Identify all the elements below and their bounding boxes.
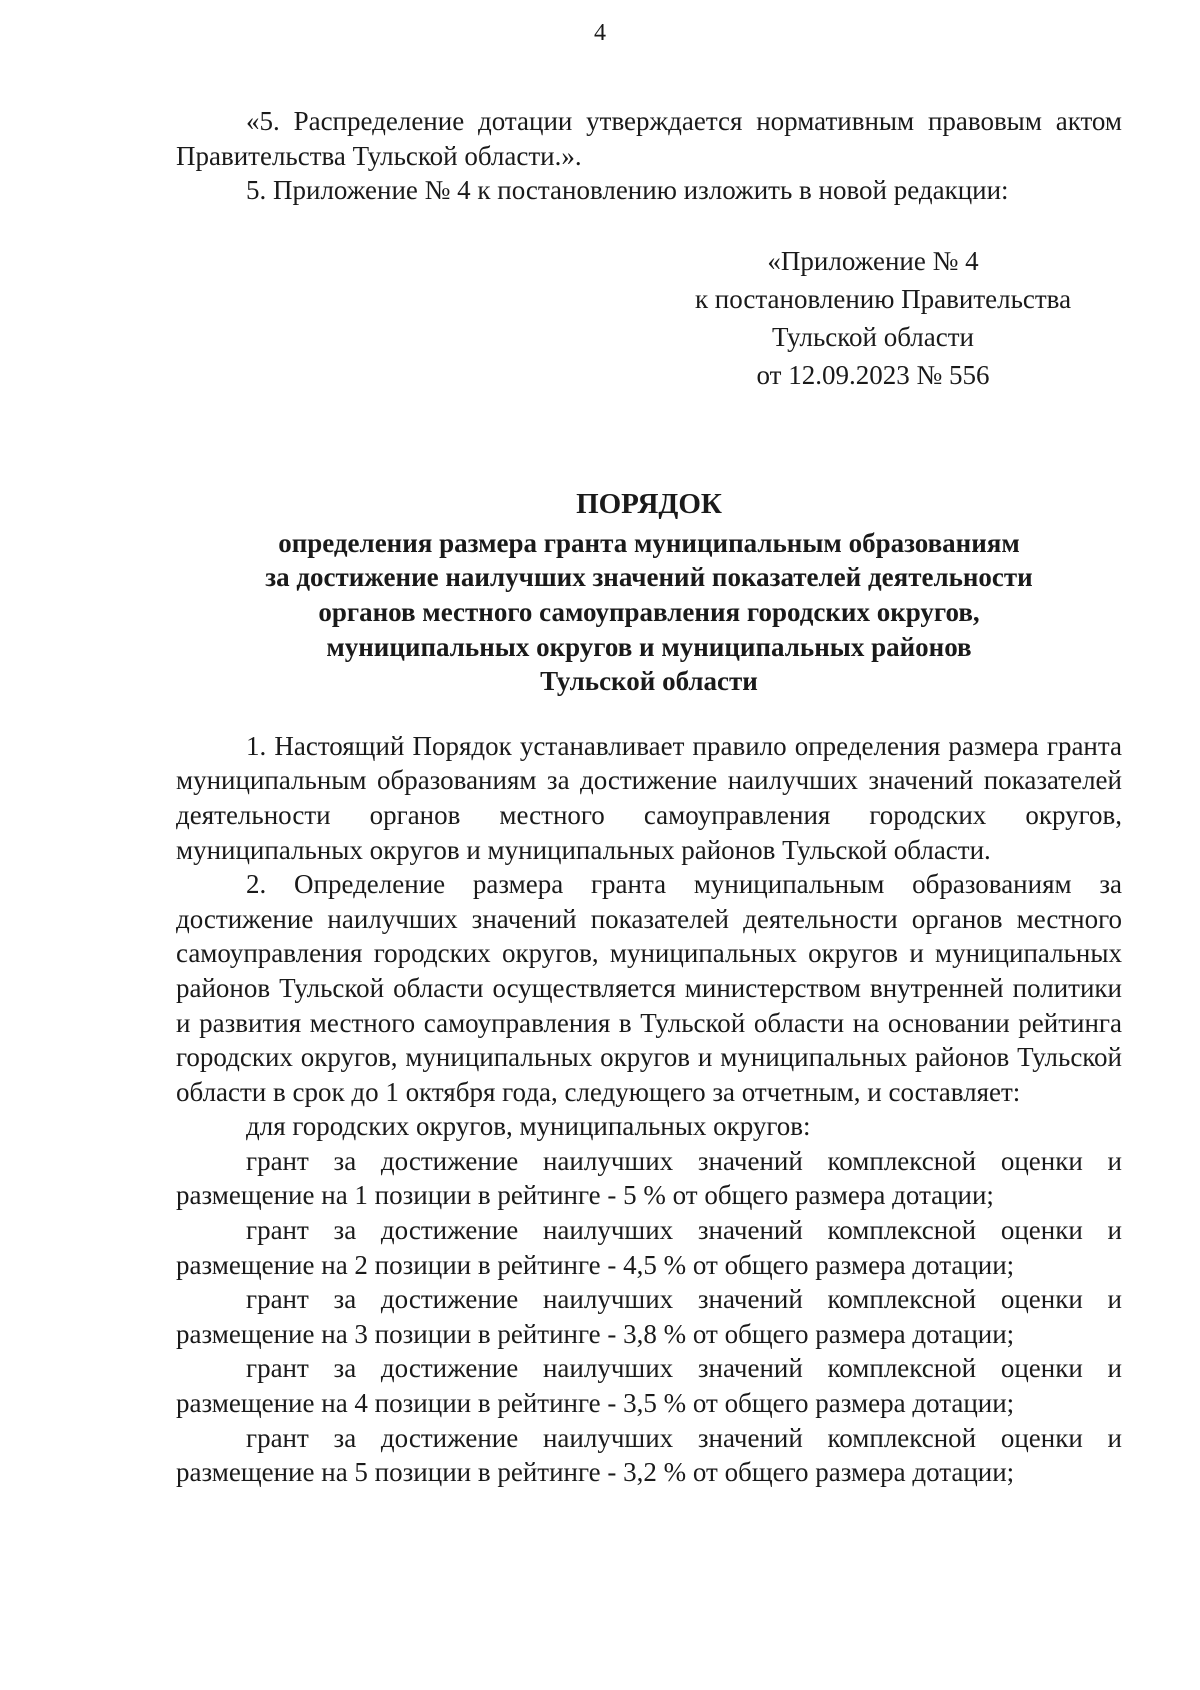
appendix-line-2: к постановлению Правительства xyxy=(694,283,1072,314)
order-text xyxy=(176,729,1122,1490)
title-line-1: определения размера гранта муниципальным образованиям xyxy=(278,527,1020,558)
title-line-3: органов местного самоуправления городских округов, xyxy=(318,596,980,627)
paragraph-1: 1. Настоящий Порядок устанавливает правило определения размера гранта муниципальным образованиям за достижение наилучших значений показателей деятельности органов местного самоуправления городских округов, муниципальных округов и муниципальных районов Тульской области. xyxy=(176,730,1122,865)
appendix-header xyxy=(176,242,1122,394)
grant-item-4: грант за достижение наилучших значений комплексной оценки и размещение на 4 позиции в рейтинге - 3,5 % от общего размера дотации; xyxy=(176,1353,1122,1419)
page-number: 4 xyxy=(594,20,606,46)
grant-item-2: грант за достижение наилучших значений комплексной оценки и размещение на 2 позиции в рейтинге - 4,5 % от общего размера дотации; xyxy=(176,1215,1122,1280)
title-line-5: Тульской области xyxy=(540,666,758,697)
appendix-line-1: «Приложение № 4 xyxy=(767,245,979,276)
grant-item-5: грант за достижение наилучших значений комплексной оценки и размещение на 5 позиции в рейтинге - 3,2 % от общего размера дотации; xyxy=(176,1422,1122,1488)
grant-item-1: грант за достижение наилучших значений комплексной оценки и размещение на 1 позиции в рейтинге - 5 % от общего размера дотации; xyxy=(176,1145,1122,1211)
quote-paragraph: «5. Распределение дотации утверждается нормативным правовым актом Правительства Тульской области.». xyxy=(176,106,1122,171)
document-body xyxy=(176,104,1122,1490)
title-main: ПОРЯДОК xyxy=(576,487,722,520)
document-title xyxy=(176,486,1122,699)
title-line-2: за достижение наилучших значений показателей деятельности xyxy=(265,562,1033,593)
grant-item-3: грант за достижение наилучших значений комплексной оценки и размещение на 3 позиции в рейтинге - 3,8 % от общего размера дотации; xyxy=(176,1284,1122,1349)
title-line-4: муниципальных округов и муниципальных районов xyxy=(326,631,972,662)
appendix-line-3: Тульской области xyxy=(772,321,974,352)
appendix-line-4: от 12.09.2023 № 556 xyxy=(756,359,990,390)
paragraph-2: 2. Определение размера гранта муниципальным образованиям за достижение наилучших значений показателей деятельности органов местного самоуправления городских округов, муниципальных округов и муниципальных районов Тульской области осуществляется министерством внутренней политики и развития местного самоуправления в Тульской области на основании рейтинга городских округов, муниципальных округов и муниципальных районов Тульской области в срок до 1 октября года, следующего за отчетным, и составляет: xyxy=(176,869,1122,1107)
item-5-paragraph: 5. Приложение № 4 к постановлению изложить в новой редакции: xyxy=(246,175,1009,206)
paragraph-3: для городских округов, муниципальных округов: xyxy=(246,1111,811,1142)
